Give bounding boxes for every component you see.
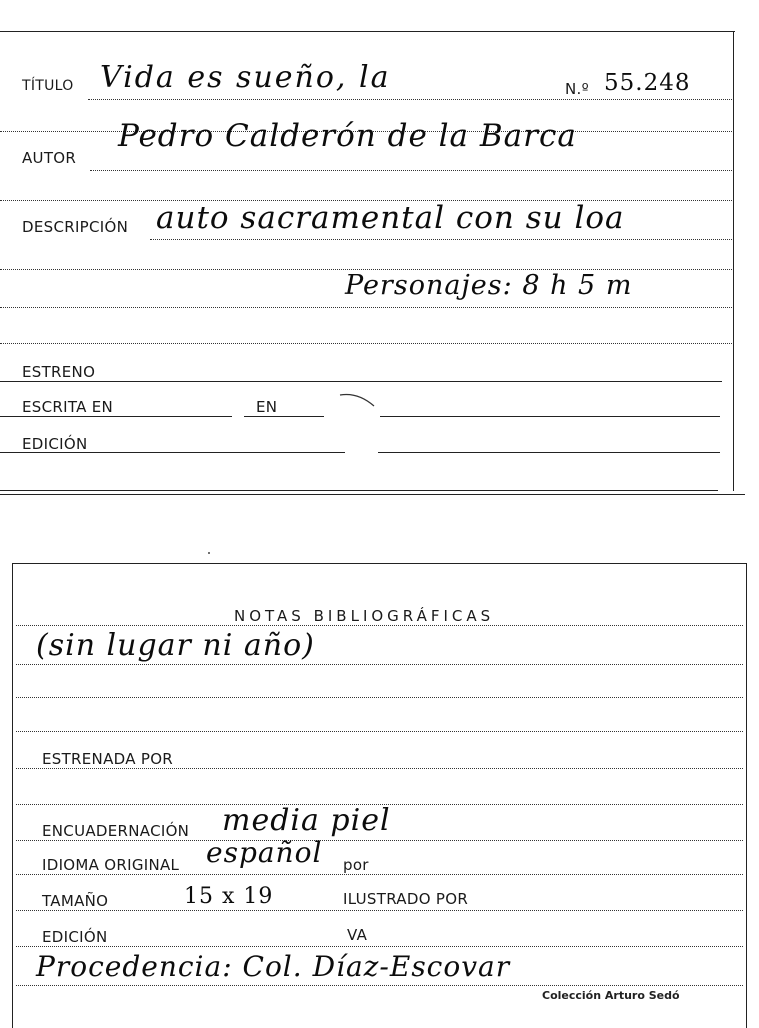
front-rule [0, 307, 732, 308]
autor-label: AUTOR [22, 149, 77, 167]
edicion-va-label: VA [347, 926, 368, 944]
back-rule [16, 625, 743, 626]
titulo-line [88, 99, 732, 100]
encuadernacion-line [16, 840, 743, 841]
notas-heading: NOTAS BIBLIOGRÁFICAS [234, 607, 495, 625]
escrita-en-line [0, 416, 232, 417]
card-back-top-border [12, 563, 747, 564]
back-rule [16, 731, 743, 732]
idioma-original-label: IDIOMA ORIGINAL [42, 856, 180, 874]
escrita-en-label2: EN [256, 398, 278, 416]
numero-label: N.º [565, 80, 589, 98]
card-front-top-border [0, 31, 735, 32]
titulo-label: TÍTULO [22, 78, 74, 94]
encuadernacion-value: media piel [222, 803, 391, 838]
idioma-original-value: español [206, 836, 323, 869]
encuadernacion-label: ENCUADERNACIÓN [42, 822, 190, 840]
edicion-line2 [378, 452, 720, 453]
tamano-value: 15 x 19 [184, 884, 274, 909]
descripcion-label: DESCRIPCIÓN [22, 218, 129, 236]
escrita-en-line2 [244, 416, 324, 417]
front-rule [0, 343, 732, 344]
collection-credit: Colección Arturo Sedó [542, 989, 680, 1002]
personajes-note: Personajes: 8 h 5 m [345, 270, 633, 301]
descripcion-value: auto sacramental con su loa [156, 200, 625, 236]
edicion-back-label: EDICIÓN [42, 928, 108, 946]
autor-line [90, 170, 732, 171]
card-front-right-border [733, 31, 734, 491]
idioma-line [16, 874, 743, 875]
estreno-label: ESTRENO [22, 363, 96, 381]
estreno-line [0, 381, 722, 382]
autor-value: Pedro Calderón de la Barca [118, 118, 577, 154]
edicion-label: EDICIÓN [22, 435, 88, 453]
procedencia-line [16, 985, 743, 986]
escrita-en-label: ESCRITA EN [22, 398, 114, 416]
escrita-en-line3 [380, 416, 720, 417]
ilustrado-por-label: ILUSTRADO POR [343, 890, 469, 908]
card-back-right-border [746, 563, 747, 1028]
edicion-back-line [16, 946, 743, 947]
estrenada-por-label: ESTRENADA POR [42, 750, 174, 768]
titulo-value: Vida es sueño, la [100, 60, 391, 95]
card-front-bottom-edge [0, 494, 745, 495]
front-smudge-mark [338, 392, 378, 410]
back-rule [16, 664, 743, 665]
card-front-bottom-border [0, 490, 718, 491]
tamano-line [16, 910, 743, 911]
speck [208, 552, 210, 554]
descripcion-line [150, 239, 732, 240]
back-rule [16, 697, 743, 698]
card-back-left-border [12, 563, 13, 1028]
idioma-por-label: por [343, 856, 369, 874]
edicion-line [0, 452, 345, 453]
numero-value: 55.248 [604, 70, 691, 96]
estrenada-por-line [16, 768, 743, 769]
tamano-label: TAMAÑO [42, 892, 109, 910]
procedencia-value: Procedencia: Col. Díaz-Escovar [36, 950, 511, 983]
notas-value: (sin lugar ni año) [36, 628, 315, 663]
